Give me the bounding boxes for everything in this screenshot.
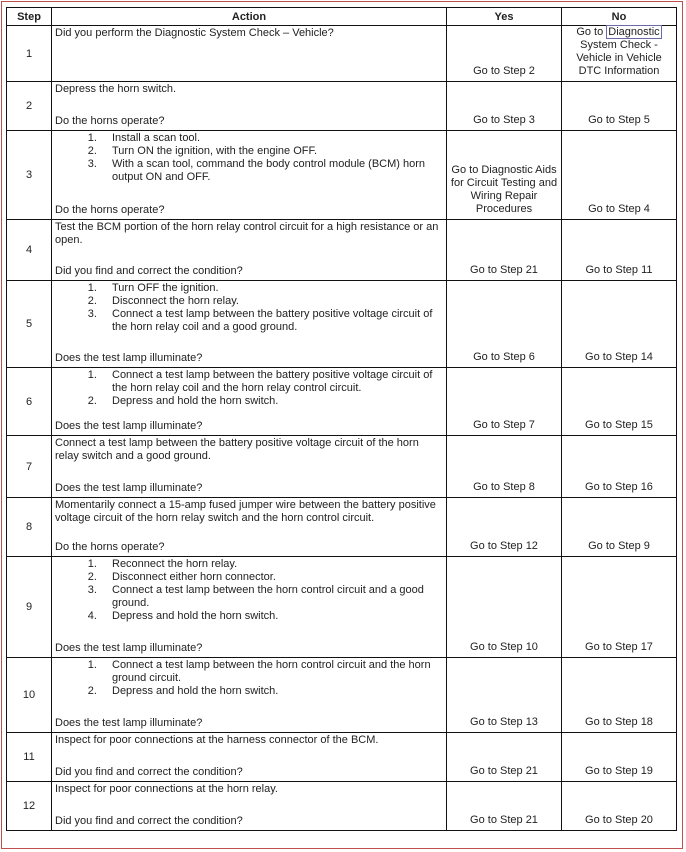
step-number: 4 <box>7 220 52 281</box>
action-step-item: 3. Connect a test lamp between the battery positive voltage circuit of the horn relay coil and a good ground. <box>100 308 443 334</box>
step-number: 6 <box>7 368 52 436</box>
action-step-item: 1. Connect a test lamp between the battery positive voltage circuit of the horn relay coil and the horn relay control circuit. <box>100 369 443 395</box>
header-action: Action <box>52 8 447 26</box>
no-result[interactable]: Go to Step 5 <box>562 82 677 131</box>
action-step-item: 2. Disconnect either horn connector. <box>100 571 443 584</box>
no-result <box>562 26 677 82</box>
action-question: Do the horns operate? <box>55 541 165 553</box>
no-result-prefix: Go to <box>576 26 607 38</box>
table-row <box>7 26 677 82</box>
action-text: Did you perform the Diagnostic System Check – Vehicle? <box>55 27 334 39</box>
step-number: 3 <box>7 131 52 220</box>
step-number: 12 <box>7 782 52 831</box>
table-row <box>7 557 677 658</box>
no-result[interactable]: Go to Step 20 <box>562 782 677 831</box>
action-text: Momentarily connect a 15-amp fused jumper wire between the battery positive voltage circuit of the horn relay switch and the horn control circuit. <box>55 499 436 524</box>
action-step-item: 1. Reconnect the horn relay. <box>100 558 443 571</box>
step-number: 8 <box>7 498 52 557</box>
action-question: Does the test lamp illuminate? <box>55 717 203 729</box>
action-text: Inspect for poor connections at the harness connector of the BCM. <box>55 734 379 746</box>
step-number: 10 <box>7 658 52 733</box>
no-result[interactable]: Go to Step 16 <box>562 436 677 498</box>
yes-result[interactable]: Go to Step 21 <box>447 782 562 831</box>
action-step-item: 1. Install a scan tool. <box>100 132 443 145</box>
table-row <box>7 220 677 281</box>
yes-result[interactable]: Go to Step 7 <box>447 368 562 436</box>
action-question: Does the test lamp illuminate? <box>55 352 203 364</box>
no-result[interactable]: Go to Step 9 <box>562 498 677 557</box>
no-result[interactable]: Go to Step 11 <box>562 220 677 281</box>
yes-result[interactable]: Go to Step 2 <box>447 26 562 82</box>
diagnostic-link[interactable]: Diagnostic <box>608 26 660 38</box>
action-question: Did you find and correct the condition? <box>55 815 243 827</box>
no-result[interactable]: Go to Step 19 <box>562 733 677 782</box>
yes-result[interactable]: Go to Step 12 <box>447 498 562 557</box>
step-number: 2 <box>7 82 52 131</box>
step-number: 1 <box>7 26 52 82</box>
action-step-item: 3. Connect a test lamp between the horn control circuit and a good ground. <box>100 584 443 610</box>
yes-result[interactable]: Go to Step 10 <box>447 557 562 658</box>
table-row <box>7 436 677 498</box>
action-cell <box>52 26 447 82</box>
action-step-item: 1. Connect a test lamp between the horn control circuit and the horn ground circuit. <box>100 659 443 685</box>
yes-result[interactable]: Go to Step 8 <box>447 436 562 498</box>
action-question: Do the horns operate? <box>55 115 165 127</box>
action-cell <box>52 131 447 220</box>
no-result[interactable]: Go to Step 18 <box>562 658 677 733</box>
action-question: Did you find and correct the condition? <box>55 265 243 277</box>
table-row <box>7 782 677 831</box>
no-result[interactable]: Go to Step 17 <box>562 557 677 658</box>
action-question: Does the test lamp illuminate? <box>55 482 203 494</box>
header-no: No <box>562 8 677 26</box>
action-steps-list <box>55 659 443 698</box>
action-step-item: 2. Depress and hold the horn switch. <box>100 685 443 698</box>
action-question: Does the test lamp illuminate? <box>55 420 203 432</box>
action-cell <box>52 557 447 658</box>
action-step-item: 1. Turn OFF the ignition. <box>100 282 443 295</box>
header-step: Step <box>7 8 52 26</box>
action-steps-list <box>55 369 443 408</box>
header-yes: Yes <box>447 8 562 26</box>
yes-result[interactable]: Go to Step 13 <box>447 658 562 733</box>
diagnostic-table <box>6 7 677 831</box>
step-number: 9 <box>7 557 52 658</box>
action-steps-list <box>55 558 443 623</box>
action-step-item: 2. Depress and hold the horn switch. <box>100 395 443 408</box>
table-row <box>7 368 677 436</box>
table-row <box>7 131 677 220</box>
action-cell <box>52 368 447 436</box>
table-row <box>7 82 677 131</box>
yes-result[interactable]: Go to Step 21 <box>447 220 562 281</box>
action-cell <box>52 498 447 557</box>
action-question: Does the test lamp illuminate? <box>55 642 203 654</box>
no-result[interactable]: Go to Step 15 <box>562 368 677 436</box>
step-number: 7 <box>7 436 52 498</box>
action-text: Connect a test lamp between the battery positive voltage circuit of the horn relay switch and a good ground. <box>55 437 419 462</box>
action-text: Depress the horn switch. <box>55 83 177 95</box>
table-row <box>7 733 677 782</box>
no-result[interactable]: Go to Step 4 <box>562 131 677 220</box>
action-cell <box>52 782 447 831</box>
action-cell <box>52 82 447 131</box>
action-steps-list <box>55 132 443 184</box>
table-row <box>7 658 677 733</box>
action-step-item: 2. Disconnect the horn relay. <box>100 295 443 308</box>
yes-result[interactable]: Go to Step 21 <box>447 733 562 782</box>
action-steps-list <box>55 282 443 334</box>
yes-result[interactable]: Go to Step 6 <box>447 281 562 368</box>
yes-result[interactable]: Go to Diagnostic Aids for Circuit Testing and Wiring Repair Procedures <box>447 131 562 220</box>
action-cell <box>52 733 447 782</box>
table-row <box>7 498 677 557</box>
action-cell <box>52 220 447 281</box>
action-cell <box>52 658 447 733</box>
action-text: Test the BCM portion of the horn relay control circuit for a high resistance or an open. <box>55 221 439 246</box>
action-cell <box>52 436 447 498</box>
action-question: Do the horns operate? <box>55 204 165 216</box>
action-text: Inspect for poor connections at the horn relay. <box>55 783 278 795</box>
no-result-suffix: System Check - Vehicle in Vehicle DTC Information <box>576 39 662 77</box>
action-step-item: 3. With a scan tool, command the body control module (BCM) horn output ON and OFF. <box>100 158 443 184</box>
step-number: 5 <box>7 281 52 368</box>
action-step-item: 2. Turn ON the ignition, with the engine OFF. <box>100 145 443 158</box>
table-row <box>7 281 677 368</box>
no-result[interactable]: Go to Step 14 <box>562 281 677 368</box>
action-step-item: 4. Depress and hold the horn switch. <box>100 610 443 623</box>
yes-result[interactable]: Go to Step 3 <box>447 82 562 131</box>
action-question: Did you find and correct the condition? <box>55 766 243 778</box>
header-row <box>7 8 677 26</box>
step-number: 11 <box>7 733 52 782</box>
action-cell <box>52 281 447 368</box>
table-body <box>7 26 677 831</box>
